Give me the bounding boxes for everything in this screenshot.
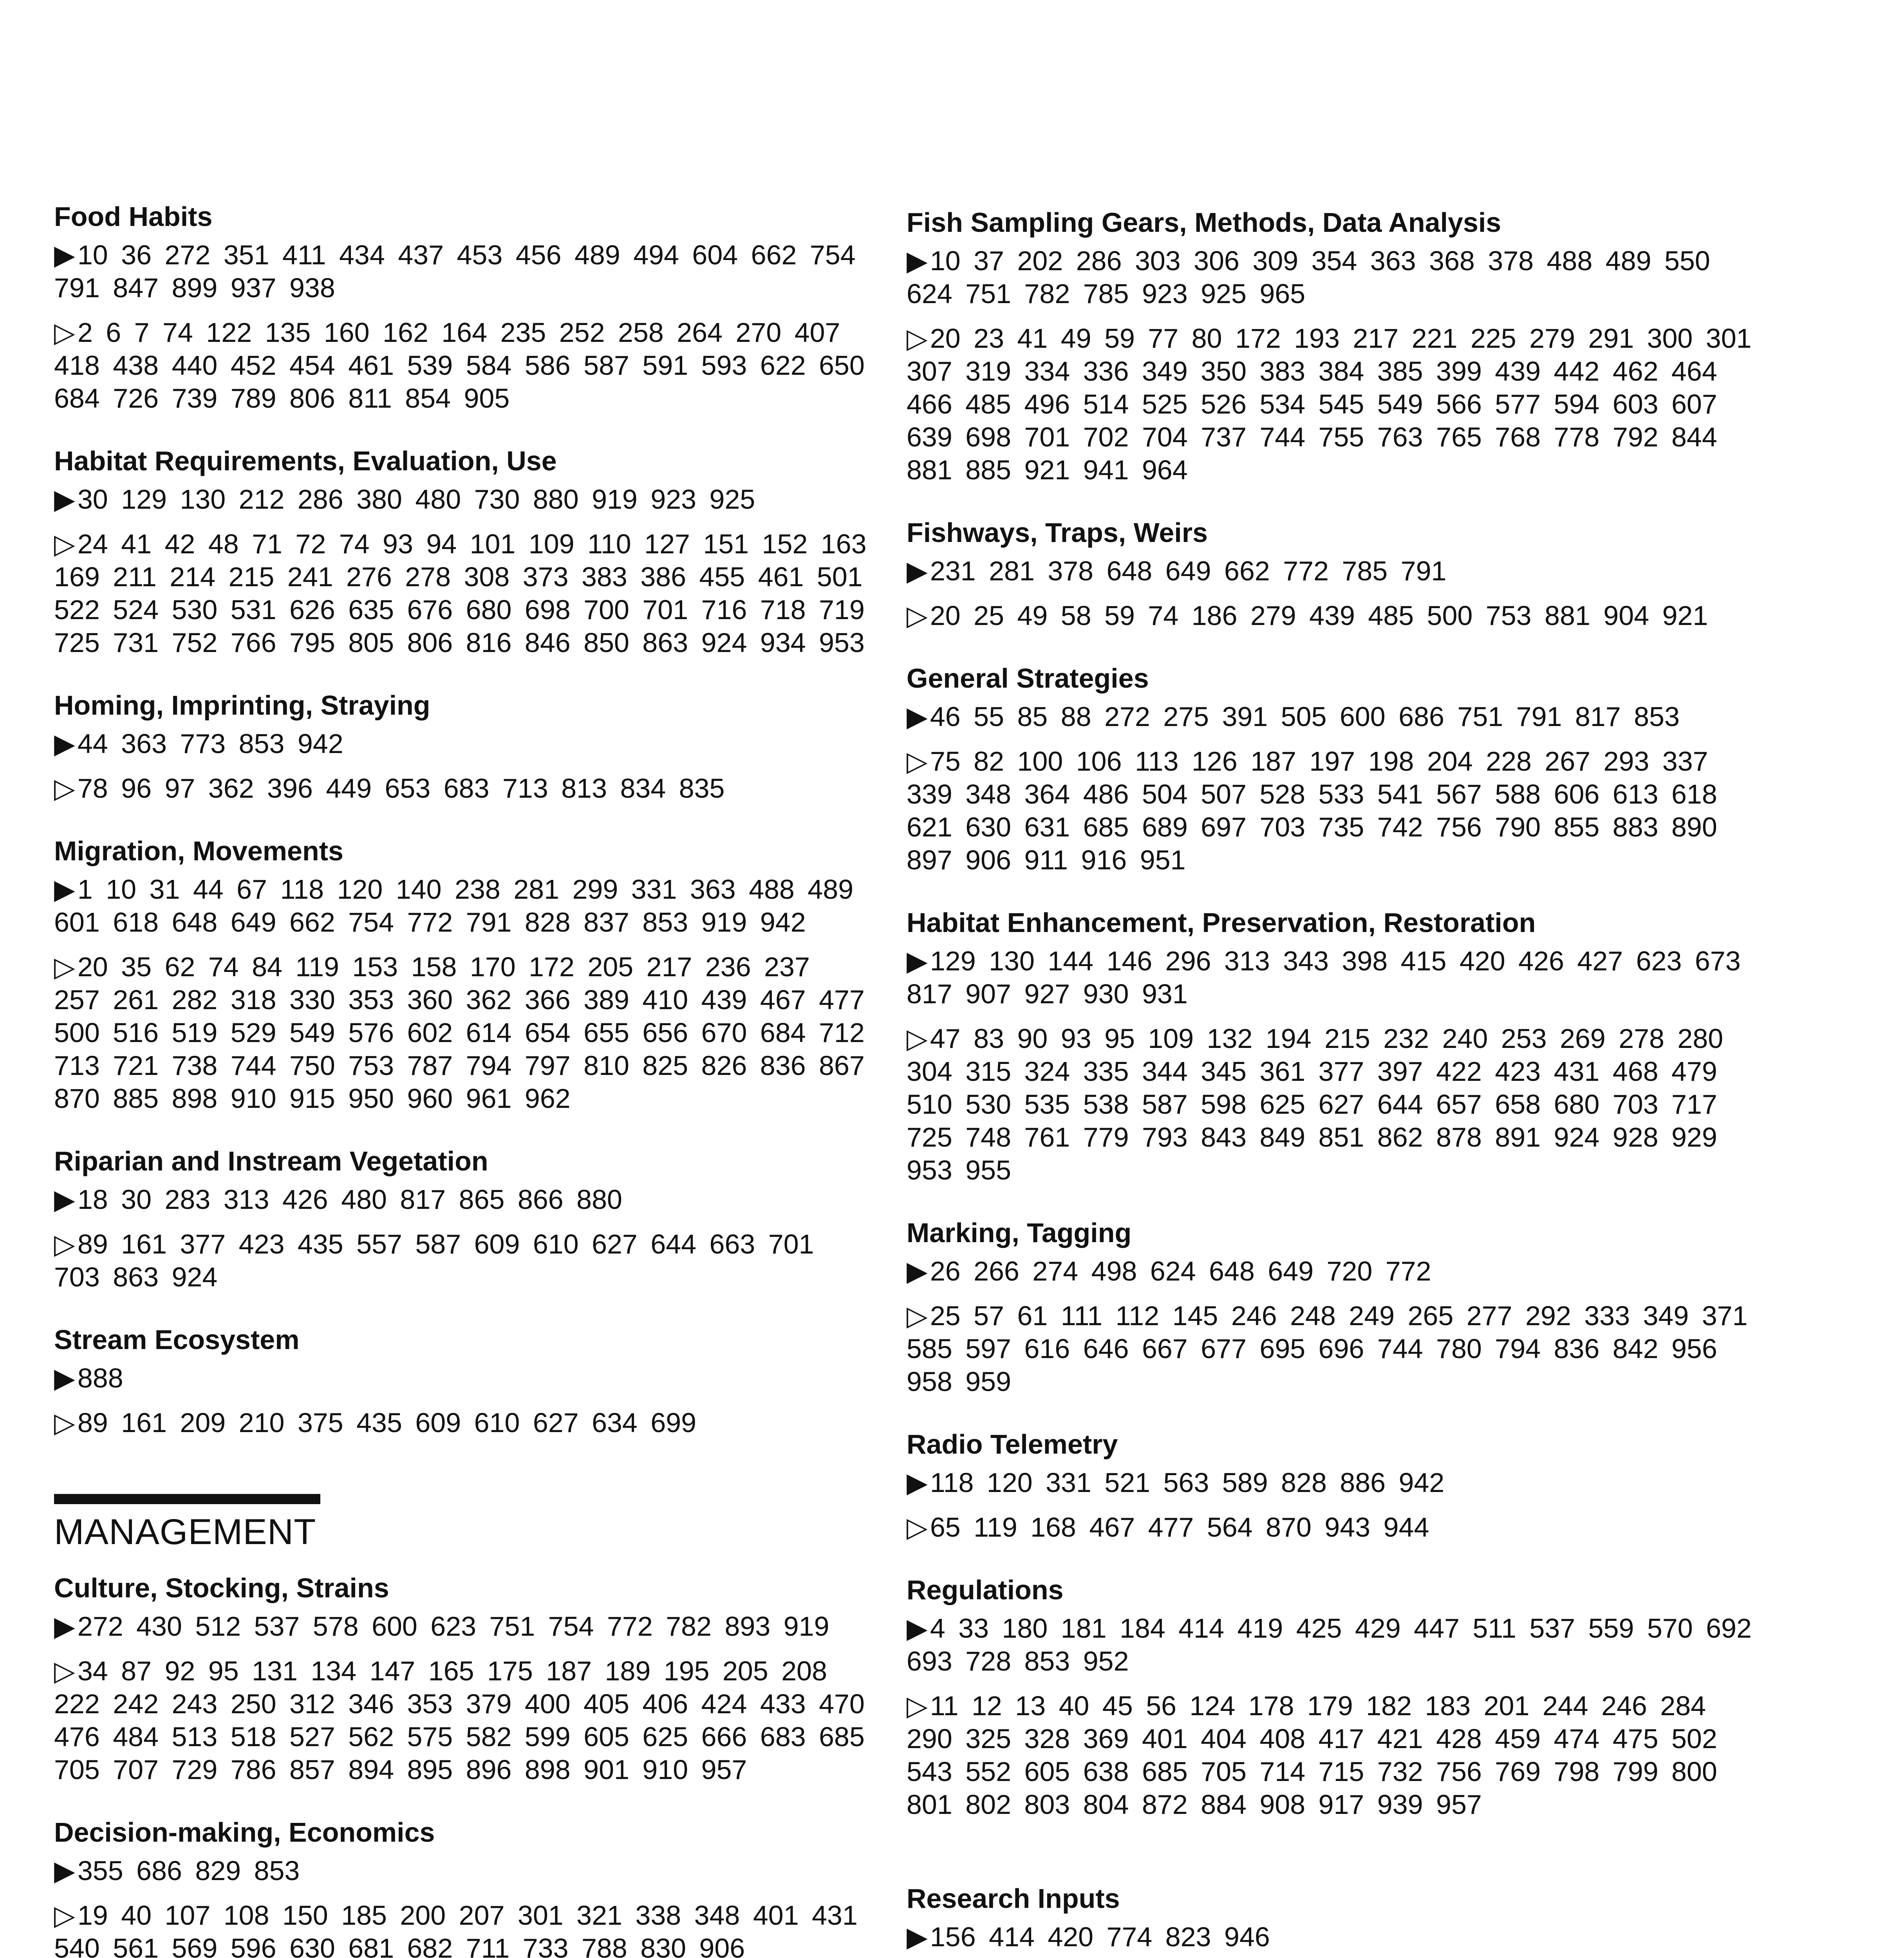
section-migration-movements — [54, 832, 869, 1115]
section-general-strategies — [907, 659, 1752, 876]
minor-references — [54, 950, 869, 1115]
left-column — [54, 198, 869, 1958]
section-title: Stream Ecosystem — [54, 1324, 300, 1355]
section-fish-sampling-gears-methods-data-analysis — [907, 204, 1752, 486]
filled-triangle-icon: ▶ — [54, 1184, 75, 1215]
filled-triangle-icon: ▶ — [907, 946, 928, 976]
reference-numbers: 89 161 377 423 435 557 587 609 610 627 644 663 701 703 863 924 — [54, 1229, 814, 1292]
reference-numbers: 355 686 829 853 — [77, 1855, 300, 1886]
major-references — [907, 1920, 1752, 1953]
section-title: Fishways, Traps, Weirs — [907, 517, 1208, 548]
filled-triangle-icon: ▶ — [907, 1467, 928, 1498]
section-habitat-enhancement-preservation-restoration — [907, 904, 1752, 1187]
minor-references — [907, 1689, 1752, 1821]
reference-numbers: 11 12 13 40 45 56 124 178 179 182 183 201 244 246 284 290 325 328 369 401 404 408 417 421 428 459 474 475 502 543 552 605 638 685 705 714 715 732 756 769 798 799 800 801 802 803 804 872 884 908 917 939 957 — [907, 1691, 1717, 1820]
section-title: Marking, Tagging — [907, 1217, 1132, 1248]
reference-numbers: 26 266 274 498 624 648 649 720 772 — [930, 1256, 1431, 1286]
reference-numbers: 20 25 49 58 59 74 186 279 439 485 500 753 881 904 921 — [930, 600, 1708, 631]
right-column — [907, 204, 1752, 1958]
section-title: Riparian and Instream Vegetation — [54, 1146, 488, 1176]
minor-references — [907, 599, 1752, 632]
filled-triangle-icon: ▶ — [907, 701, 928, 732]
section-title: Food Habits — [54, 201, 213, 232]
major-references — [54, 238, 869, 304]
minor-references — [54, 1406, 869, 1439]
reference-numbers: 44 363 773 853 942 — [77, 728, 343, 759]
filled-triangle-icon: ▶ — [54, 240, 75, 270]
section-title: Decision-making, Economics — [54, 1817, 435, 1848]
left-sections — [54, 198, 869, 1439]
section-food-habits — [54, 198, 869, 415]
section-decision-making-economics — [54, 1813, 869, 1958]
reference-numbers: 20 35 62 74 84 119 153 158 170 172 205 217 236 237 257 261 282 318 330 353 360 362 366 389 410 439 467 477 500 516 519 529 549 576 602 614 654 655 656 670 684 712 713 721 738 744 750 753 787 794 797 810 825 826 836 867 870 885 898 910 915 950 960 961 962 — [54, 952, 865, 1114]
section-title: Migration, Movements — [54, 836, 343, 866]
outline-triangle-icon: ▷ — [907, 746, 928, 777]
filled-triangle-icon: ▶ — [907, 246, 928, 276]
outline-triangle-icon: ▷ — [907, 1512, 928, 1543]
outline-triangle-icon: ▷ — [54, 1900, 75, 1931]
reference-numbers: 46 55 85 88 272 275 391 505 600 686 751 791 817 853 — [930, 701, 1680, 732]
management-block — [54, 1494, 869, 1553]
minor-references — [907, 322, 1752, 486]
management-sections — [54, 1569, 869, 1958]
section-title: Habitat Requirements, Evaluation, Use — [54, 446, 557, 476]
reference-numbers: 78 96 97 362 396 449 653 683 713 813 834 835 — [77, 773, 725, 804]
major-references — [54, 1610, 869, 1643]
outline-triangle-icon: ▷ — [54, 529, 75, 559]
outline-triangle-icon: ▷ — [907, 323, 928, 354]
reference-numbers: 75 82 100 106 113 126 187 197 198 204 228 267 293 337 339 348 364 486 504 507 528 533 541 567 588 606 613 618 621 630 631 685 689 697 703 735 742 756 790 855 883 890 897 906 911 916 951 — [907, 746, 1717, 875]
outline-triangle-icon: ▷ — [907, 1691, 928, 1721]
outline-triangle-icon: ▷ — [907, 1023, 928, 1054]
right-sections — [907, 204, 1752, 1958]
filled-triangle-icon: ▶ — [54, 728, 75, 759]
minor-references — [54, 1228, 869, 1293]
outline-triangle-icon: ▷ — [54, 317, 75, 348]
reference-numbers: 4 33 180 181 184 414 419 425 429 447 511 537 559 570 692 693 728 853 952 — [907, 1613, 1752, 1676]
reference-numbers: 156 414 420 774 823 946 — [930, 1922, 1270, 1952]
section-marking-tagging — [907, 1214, 1752, 1398]
filled-triangle-icon: ▶ — [54, 874, 75, 905]
reference-numbers: 19 40 107 108 150 185 200 207 301 321 338 348 401 431 540 561 569 596 630 681 682 711 733 788 830 906 — [54, 1900, 858, 1958]
reference-numbers: 2 6 7 74 122 135 160 162 164 235 252 258 264 270 407 418 438 440 452 454 461 539 584 586 587 591 593 622 650 684 726 739 789 806 811 854 905 — [54, 317, 865, 414]
filled-triangle-icon: ▶ — [907, 1256, 928, 1286]
minor-references — [907, 1511, 1752, 1544]
reference-numbers: 10 36 272 351 411 434 437 453 456 489 494 604 662 754 791 847 899 937 938 — [54, 240, 856, 303]
management-rule — [54, 1494, 320, 1504]
reference-numbers: 231 281 378 648 649 662 772 785 791 — [930, 556, 1447, 586]
reference-numbers: 47 83 90 93 95 109 132 194 215 232 240 253 269 278 280 304 315 324 335 344 345 361 377 397 422 423 431 468 479 510 530 535 538 587 598 625 627 644 657 658 680 703 717 725 748 761 779 793 843 849 851 862 878 891 924 928 929 953 955 — [907, 1023, 1723, 1185]
minor-references — [907, 1022, 1752, 1187]
major-references — [54, 1362, 869, 1394]
minor-references — [54, 772, 869, 805]
reference-numbers: 30 129 130 212 286 380 480 730 880 919 923 925 — [77, 484, 755, 515]
reference-numbers: 1 10 31 44 67 118 120 140 238 281 299 331 363 488 489 601 618 648 649 662 754 772 791 828 837 853 919 942 — [54, 874, 854, 937]
minor-references — [54, 1655, 869, 1786]
outline-triangle-icon: ▷ — [907, 600, 928, 631]
reference-numbers: 24 41 42 48 71 72 74 93 94 101 109 110 127 151 152 163 169 211 214 215 241 276 278 308 373 383 386 455 461 501 522 524 530 531 626 635 676 680 698 700 701 716 718 719 725 731 752 766 795 805 806 816 846 850 863 924 934 953 — [54, 529, 867, 658]
section-research-inputs — [907, 1880, 1752, 1958]
section-culture-stocking-strains — [54, 1569, 869, 1786]
reference-numbers: 10 37 202 286 303 306 309 354 363 368 378 488 489 550 624 751 782 785 923 925 965 — [907, 246, 1710, 309]
section-regulations — [907, 1571, 1752, 1821]
major-references — [907, 555, 1752, 587]
major-references — [54, 483, 869, 516]
reference-numbers: 118 120 331 521 563 589 828 886 942 — [930, 1467, 1445, 1498]
outline-triangle-icon: ▷ — [54, 1229, 75, 1259]
section-title: Regulations — [907, 1575, 1064, 1605]
outline-triangle-icon: ▷ — [54, 1656, 75, 1686]
management-heading: MANAGEMENT — [54, 1512, 316, 1552]
major-references — [907, 1255, 1752, 1288]
filled-triangle-icon: ▶ — [907, 1613, 928, 1644]
filled-triangle-icon: ▶ — [54, 1855, 75, 1886]
section-title: General Strategies — [907, 663, 1149, 694]
major-references — [907, 1612, 1752, 1678]
section-title: Culture, Stocking, Strains — [54, 1573, 389, 1603]
section-title: Research Inputs — [907, 1883, 1120, 1914]
minor-references — [907, 745, 1752, 876]
major-references — [907, 1466, 1752, 1499]
minor-references — [54, 527, 869, 659]
major-references — [907, 700, 1752, 733]
reference-numbers: 129 130 144 146 296 313 343 398 415 420 426 427 623 673 817 907 927 930 931 — [907, 946, 1741, 1009]
section-riparian-and-instream-vegetation — [54, 1142, 869, 1293]
filled-triangle-icon: ▶ — [907, 556, 928, 586]
section-radio-telemetry — [907, 1425, 1752, 1544]
reference-numbers: 272 430 512 537 578 600 623 751 754 772 782 893 919 — [77, 1611, 829, 1642]
major-references — [907, 244, 1752, 310]
major-references — [907, 945, 1752, 1010]
filled-triangle-icon: ▶ — [54, 484, 75, 515]
filled-triangle-icon: ▶ — [907, 1922, 928, 1952]
section-homing-imprinting-straying — [54, 686, 869, 805]
section-title: Homing, Imprinting, Straying — [54, 690, 430, 721]
reference-numbers: 25 57 61 111 112 145 246 248 249 265 277 292 333 349 371 585 597 616 646 667 677 695 696 744 780 794 836 842 956 958 959 — [907, 1301, 1748, 1397]
filled-triangle-icon: ▶ — [54, 1611, 75, 1642]
reference-numbers: 65 119 168 467 477 564 870 943 944 — [930, 1512, 1429, 1543]
reference-numbers: 20 23 41 49 59 77 80 172 193 217 221 225 279 291 300 301 307 319 334 336 349 350 383 384 385 399 439 442 462 464 466 485 496 514 525 526 534 545 549 566 577 594 603 607 639 698 701 702 704 737 744 755 763 765 768 778 792 844 881 885 921 941 964 — [907, 323, 1752, 485]
major-references — [54, 873, 869, 939]
outline-triangle-icon: ▷ — [54, 1407, 75, 1438]
section-title: Habitat Enhancement, Preservation, Restoration — [907, 907, 1536, 938]
outline-triangle-icon: ▷ — [54, 773, 75, 804]
section-stream-ecosystem — [54, 1321, 869, 1439]
section-title: Radio Telemetry — [907, 1429, 1118, 1459]
minor-references — [54, 1899, 869, 1958]
reference-numbers: 18 30 283 313 426 480 817 865 866 880 — [77, 1184, 622, 1215]
reference-numbers: 34 87 92 95 131 134 147 165 175 187 189 195 205 208 222 242 243 250 312 346 353 379 400 405 406 424 433 470 476 484 513 518 527 562 575 582 599 605 625 666 683 685 705 707 729 786 857 894 895 896 898 901 910 957 — [54, 1656, 865, 1785]
minor-references — [54, 316, 869, 415]
filled-triangle-icon: ▶ — [54, 1363, 75, 1393]
section-title: Fish Sampling Gears, Methods, Data Analysis — [907, 207, 1501, 238]
reference-numbers: 89 161 209 210 375 435 609 610 627 634 699 — [77, 1407, 697, 1438]
major-references — [54, 1854, 869, 1887]
section-fishways-traps-weirs — [907, 514, 1752, 632]
major-references — [54, 1183, 869, 1216]
minor-references — [907, 1299, 1752, 1398]
reference-numbers: 888 — [77, 1363, 123, 1393]
outline-triangle-icon: ▷ — [54, 952, 75, 982]
section-habitat-requirements-evaluation-use — [54, 442, 869, 659]
major-references — [54, 727, 869, 760]
outline-triangle-icon: ▷ — [907, 1301, 928, 1331]
